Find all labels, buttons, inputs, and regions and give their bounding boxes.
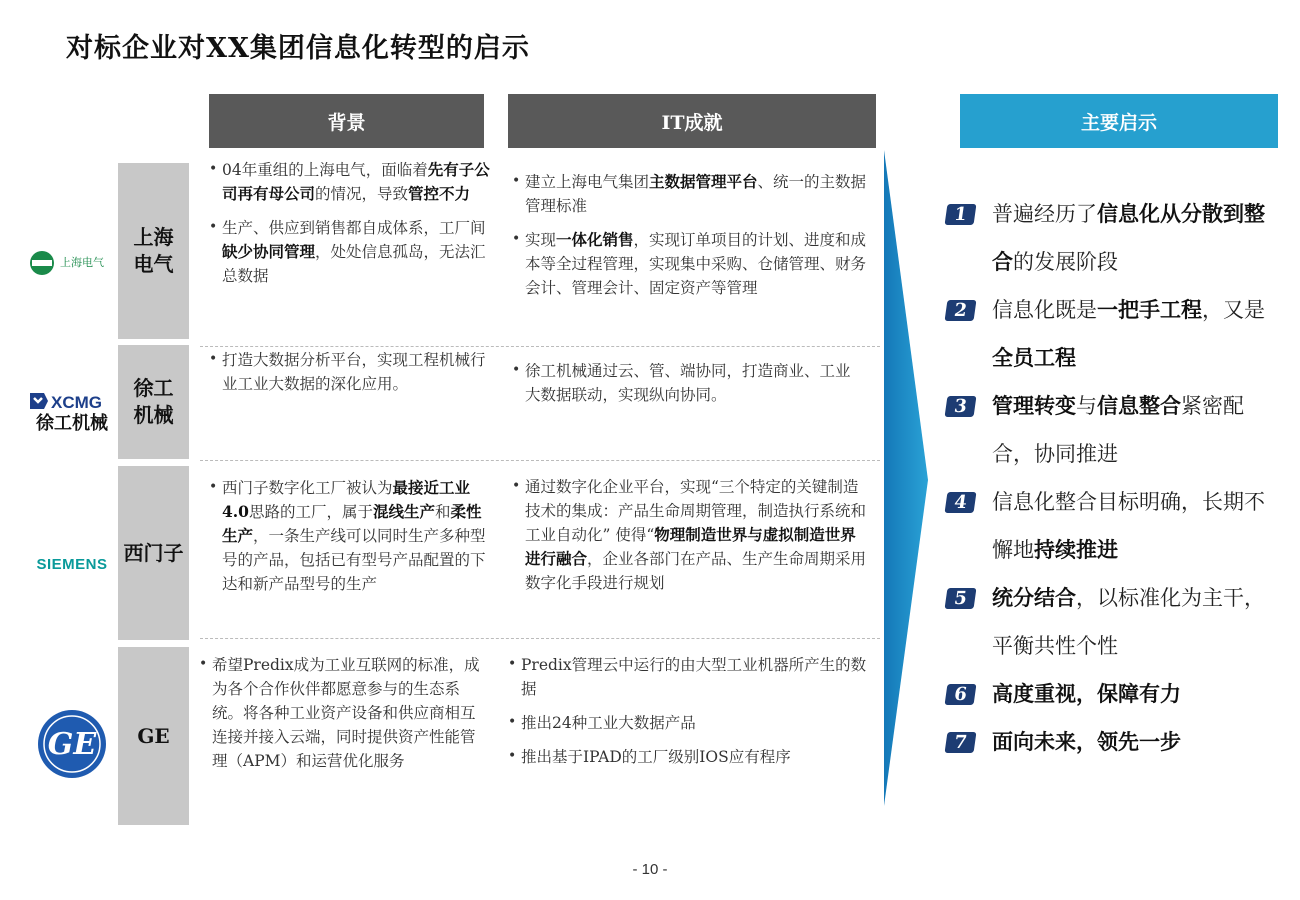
flow-arrow xyxy=(884,150,934,810)
insight-item xyxy=(944,382,1284,478)
emphasis-text: 面向未来，领先一步 xyxy=(992,729,1181,754)
ge-it xyxy=(508,653,874,779)
text-run: ，又是 xyxy=(1202,298,1265,322)
shanghai-electric-logo-text: 上海电气 xyxy=(60,256,104,269)
emphasis-text: 信息整合 xyxy=(1097,393,1181,418)
ge-logo-text: GE xyxy=(47,727,97,762)
insight-item xyxy=(944,478,1284,574)
xcmg-logo-text: XCMG xyxy=(51,393,102,412)
insight-number-badge: 5 xyxy=(945,588,977,609)
text-run: 西门子数字化工厂被认为 xyxy=(222,479,393,497)
company-label-siemens: 西门子 xyxy=(118,466,189,640)
xcmg-logo-subtext: 徐工机械 xyxy=(36,413,108,434)
bullet-item xyxy=(512,475,870,595)
insight-item xyxy=(944,718,1284,766)
text-run: 信息化既是 xyxy=(992,298,1097,322)
row-divider xyxy=(200,346,880,347)
company-label-xcmg: 徐工 机械 xyxy=(118,345,189,459)
emphasis-text: 一体化销售 xyxy=(556,230,634,249)
text-run: 实现 xyxy=(525,231,557,249)
text-run: 和 xyxy=(435,503,451,521)
bullet-item xyxy=(508,653,874,701)
siemens-logo-text: SIEMENS xyxy=(36,555,108,573)
text-run: ，一条生产线可以同时生产多种型号的产品，包括已有型号产品配置的下达和新产品型号的生产 xyxy=(222,527,486,593)
text-run: 建立上海电气集团 xyxy=(525,173,650,191)
emphasis-text: 混线生产 xyxy=(372,502,435,521)
siemens-background xyxy=(209,476,491,606)
text-run: ，处处信息孤岛，无法汇总数据 xyxy=(222,243,486,285)
bullet-item xyxy=(508,745,874,769)
insights-list xyxy=(944,190,1284,766)
emphasis-text: 全员工程 xyxy=(992,345,1076,370)
text-run: 04年重组的上海电气，面临着 xyxy=(222,161,428,179)
bullet-item xyxy=(209,158,491,206)
insight-number-badge: 3 xyxy=(945,396,977,417)
text-run: 紧密配合，协同推进 xyxy=(992,394,1244,466)
xcmg-it xyxy=(512,359,864,417)
text-run: 推出基于IPAD的工厂级别IOS应有程序 xyxy=(521,748,791,766)
bullet-item xyxy=(199,653,481,773)
text-run: 希望Predix成为工业互联网的标准，成为各个合作伙伴都愿意参与的生态系统。将各种工业资产设备和供应商相互连接并接入云端，同时提供资产性能管理（APM）和运营优化服务 xyxy=(212,656,480,770)
bullet-item xyxy=(512,170,874,218)
header-key-insights: 主要启示 xyxy=(960,94,1278,148)
emphasis-text: 先有子公司再有母公司 xyxy=(222,160,490,203)
ge-logo xyxy=(24,706,120,782)
header-it-achievements: IT成就 xyxy=(508,94,876,148)
text-run: 的情况，导致 xyxy=(315,185,409,203)
emphasis-text: 信息化从分散到整合 xyxy=(992,201,1265,274)
text-run: 的发展阶段 xyxy=(1013,250,1118,274)
emphasis-text: 主数据管理平台 xyxy=(649,172,758,191)
bullet-item xyxy=(512,228,874,300)
insight-item xyxy=(944,670,1284,718)
shanghai-electric-logo-icon xyxy=(26,243,118,283)
ge-background xyxy=(199,653,481,783)
insight-number-badge: 2 xyxy=(945,300,977,321)
emphasis-text: 统分结合 xyxy=(992,585,1076,610)
insight-number-badge: 1 xyxy=(945,204,977,225)
insight-item xyxy=(944,190,1284,286)
siemens-it xyxy=(512,475,870,605)
insight-item xyxy=(944,574,1284,670)
text-run: Predix管理云中运行的由大型工业机器所产生的数据 xyxy=(521,656,867,698)
emphasis-text: 持续推进 xyxy=(1034,537,1118,562)
bullet-item xyxy=(209,348,491,396)
text-run: 信息化整合目标明确，长期不懈地 xyxy=(992,490,1265,562)
xcmg-logo xyxy=(24,388,120,436)
text-run: 打造大数据分析平台，实现工程机械行业工业大数据的深化应用。 xyxy=(222,351,486,393)
xcmg-logo-icon xyxy=(27,389,117,413)
emphasis-text: 缺少协同管理 xyxy=(222,242,316,261)
emphasis-text: 管理转变 xyxy=(992,393,1076,418)
company-label-shanghai-electric: 上海 电气 xyxy=(118,163,189,339)
header-background: 背景 xyxy=(209,94,484,148)
page-title: 对标企业对XX集团信息化转型的启示 xyxy=(66,33,530,64)
text-run: ，以标准化为主干，平衡共性个性 xyxy=(992,586,1265,658)
emphasis-text: 柔性生产 xyxy=(222,502,482,545)
bullet-item xyxy=(512,359,864,407)
ge-logo-icon xyxy=(36,708,108,780)
emphasis-text: 一把手工程 xyxy=(1097,297,1202,322)
emphasis-text: 最接近工业4.0 xyxy=(222,478,471,521)
page-number: - 10 - xyxy=(632,861,668,878)
text-run: ，企业各部门在产品、生产生命周期采用数字化手段进行规划 xyxy=(525,550,867,592)
insight-item xyxy=(944,286,1284,382)
text-run: ，实现订单项目的计划、进度和成本等全过程管理，实现集中采购、仓储管理、财务会计、管理会计、固定资产等管理 xyxy=(525,231,867,297)
text-run: 思路的工厂，属于 xyxy=(248,503,373,521)
text-run: 通过数字化企业平台，实现“三个特定的关键制造技术的集成：产品生命周期管理，制造执行系统和工业自动化” 使得“ xyxy=(525,478,867,544)
bullet-item xyxy=(508,711,874,735)
text-run: 与 xyxy=(1076,394,1097,418)
shanghai-electric-it xyxy=(512,170,874,310)
insight-number-badge: 7 xyxy=(945,732,977,753)
emphasis-text: 管控不力 xyxy=(408,184,471,203)
siemens-logo xyxy=(24,550,120,578)
row-divider xyxy=(200,460,880,461)
shanghai-electric-logo xyxy=(24,240,120,286)
text-run: 推出24种工业大数据产品 xyxy=(521,714,696,732)
text-run: 徐工机械通过云、管、端协同，打造商业、工业大数据联动，实现纵向协同。 xyxy=(525,362,851,404)
bullet-item xyxy=(209,476,491,596)
emphasis-text: 物理制造世界与虚拟制造世界进行融合 xyxy=(525,525,856,568)
emphasis-text: 高度重视，保障有力 xyxy=(992,681,1181,706)
insight-number-badge: 6 xyxy=(945,684,977,705)
shanghai-electric-background xyxy=(209,158,491,298)
bullet-item xyxy=(209,216,491,288)
text-run: 普遍经历了 xyxy=(992,202,1097,226)
company-label-ge: GE xyxy=(118,647,189,825)
xcmg-background xyxy=(209,348,491,406)
text-run: 生产、供应到销售都自成体系，工厂间 xyxy=(222,219,486,237)
text-run: 、统一的主数据管理标准 xyxy=(525,173,867,215)
row-divider xyxy=(200,638,880,639)
insight-number-badge: 4 xyxy=(945,492,977,513)
